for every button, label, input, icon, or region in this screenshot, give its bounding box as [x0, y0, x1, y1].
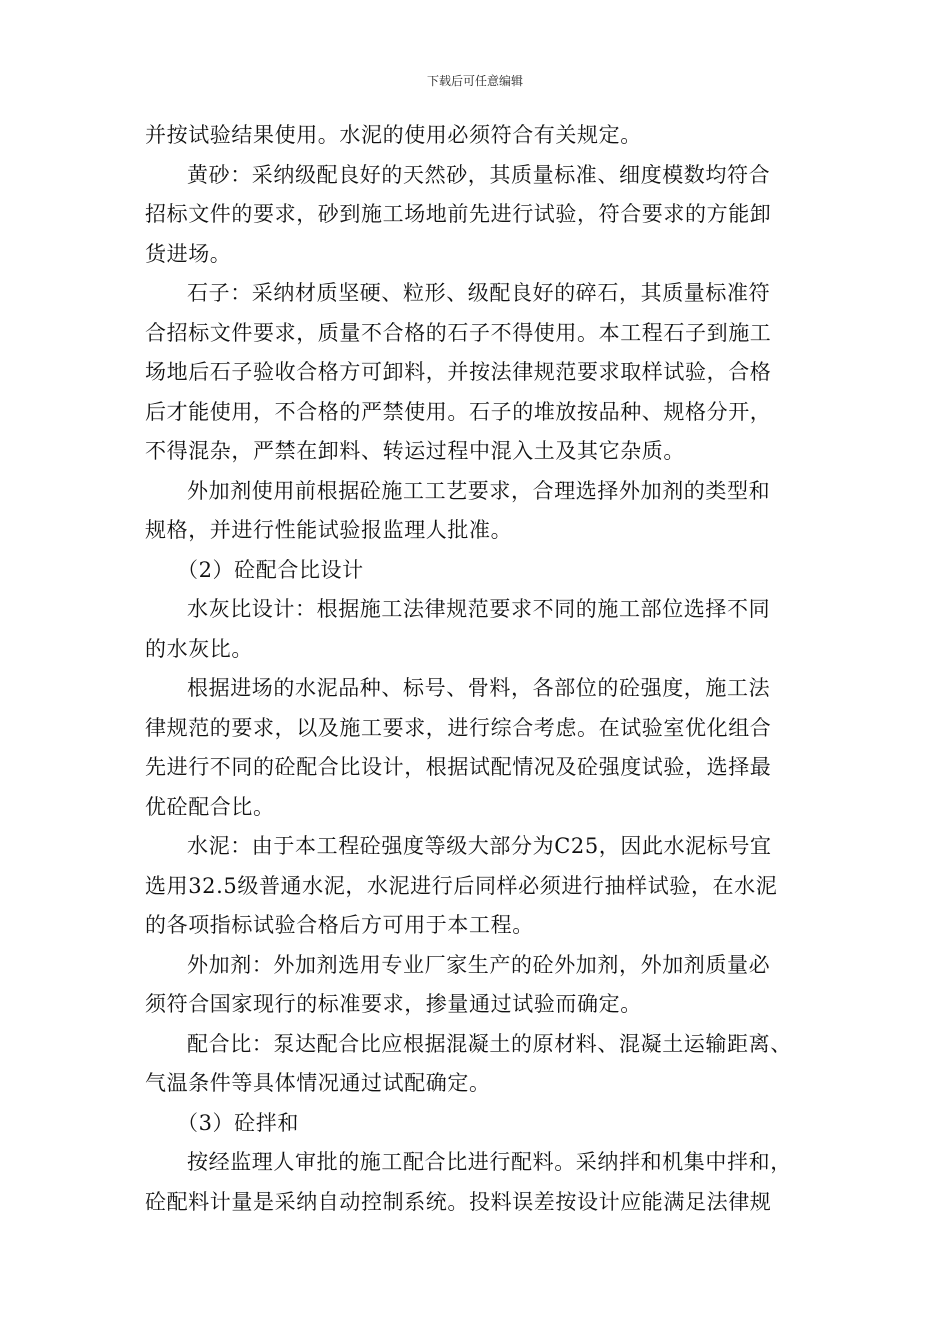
text-line: 场地后石子验收合格方可卸料，并按法律规范要求取样试验，合格	[145, 360, 772, 384]
text-line: 先进行不同的砼配合比设计，根据试配情况及砼强度试验，选择最	[145, 755, 772, 779]
document-body	[145, 116, 817, 1222]
text-line: 的水灰比。	[145, 636, 253, 661]
section-heading: （3）砼拌和	[177, 1110, 299, 1135]
text-line: 黄砂：采纳级配良好的天然砂，其质量标准、细度模数均符合	[187, 162, 771, 187]
page-header: 下载后可任意编辑	[426, 74, 523, 88]
text-line: 按经监理人审批的施工配合比进行配料。采纳拌和机集中拌和，	[187, 1150, 792, 1174]
text-line: 砼配料计量是采纳自动控制系统。投料误差按设计应能满足法律规	[145, 1189, 772, 1214]
text-line: 选用32.5级普通水泥，水泥进行后同样必须进行抽样试验，在水泥	[145, 873, 778, 898]
text-line: 配合比：泵达配合比应根据混凝土的原材料、混凝土运输距离、	[187, 1031, 792, 1056]
text-line: 水灰比设计：根据施工法律规范要求不同的施工部位选择不同	[187, 597, 771, 621]
text-line: 水泥：由于本工程砼强度等级大部分为C25，因此水泥标号宜	[187, 834, 772, 858]
text-line: 后才能使用，不合格的严禁使用。石子的堆放按品种、规格分开，	[145, 399, 772, 424]
text-line: 优砼配合比。	[145, 794, 275, 819]
text-line: 根据进场的水泥品种、标号、骨料，各部位的砼强度，施工法	[187, 676, 771, 700]
text-line: 货进场。	[145, 241, 232, 266]
text-line: 招标文件的要求，砂到施工场地前先进行试验，符合要求的方能卸	[145, 202, 772, 226]
text-line: 不得混杂，严禁在卸料、转运过程中混入土及其它杂质。	[145, 439, 685, 463]
text-line: 并按试验结果使用。水泥的使用必须符合有关规定。	[145, 123, 642, 147]
text-line: 合招标文件要求，质量不合格的石子不得使用。本工程石子到施工	[145, 320, 772, 345]
text-line: 须符合国家现行的标准要求，掺量通过试验而确定。	[145, 992, 642, 1016]
text-line: 律规范的要求，以及施工要求，进行综合考虑。在试验室优化组合	[145, 715, 772, 740]
text-line: 外加剂：外加剂选用专业厂家生产的砼外加剂，外加剂质量必	[187, 952, 771, 977]
text-line: 石子：采纳材质坚硬、粒形、级配良好的碎石，其质量标准符	[187, 281, 771, 305]
text-line: 气温条件等具体情况通过试配确定。	[145, 1071, 491, 1095]
text-line: 规格，并进行性能试验报监理人批准。	[145, 518, 513, 542]
text-line: 外加剂使用前根据砼施工工艺要求，合理选择外加剂的类型和	[187, 478, 771, 503]
section-heading: （2）砼配合比设计	[177, 557, 364, 582]
text-line: 的各项指标试验合格后方可用于本工程。	[145, 913, 534, 937]
